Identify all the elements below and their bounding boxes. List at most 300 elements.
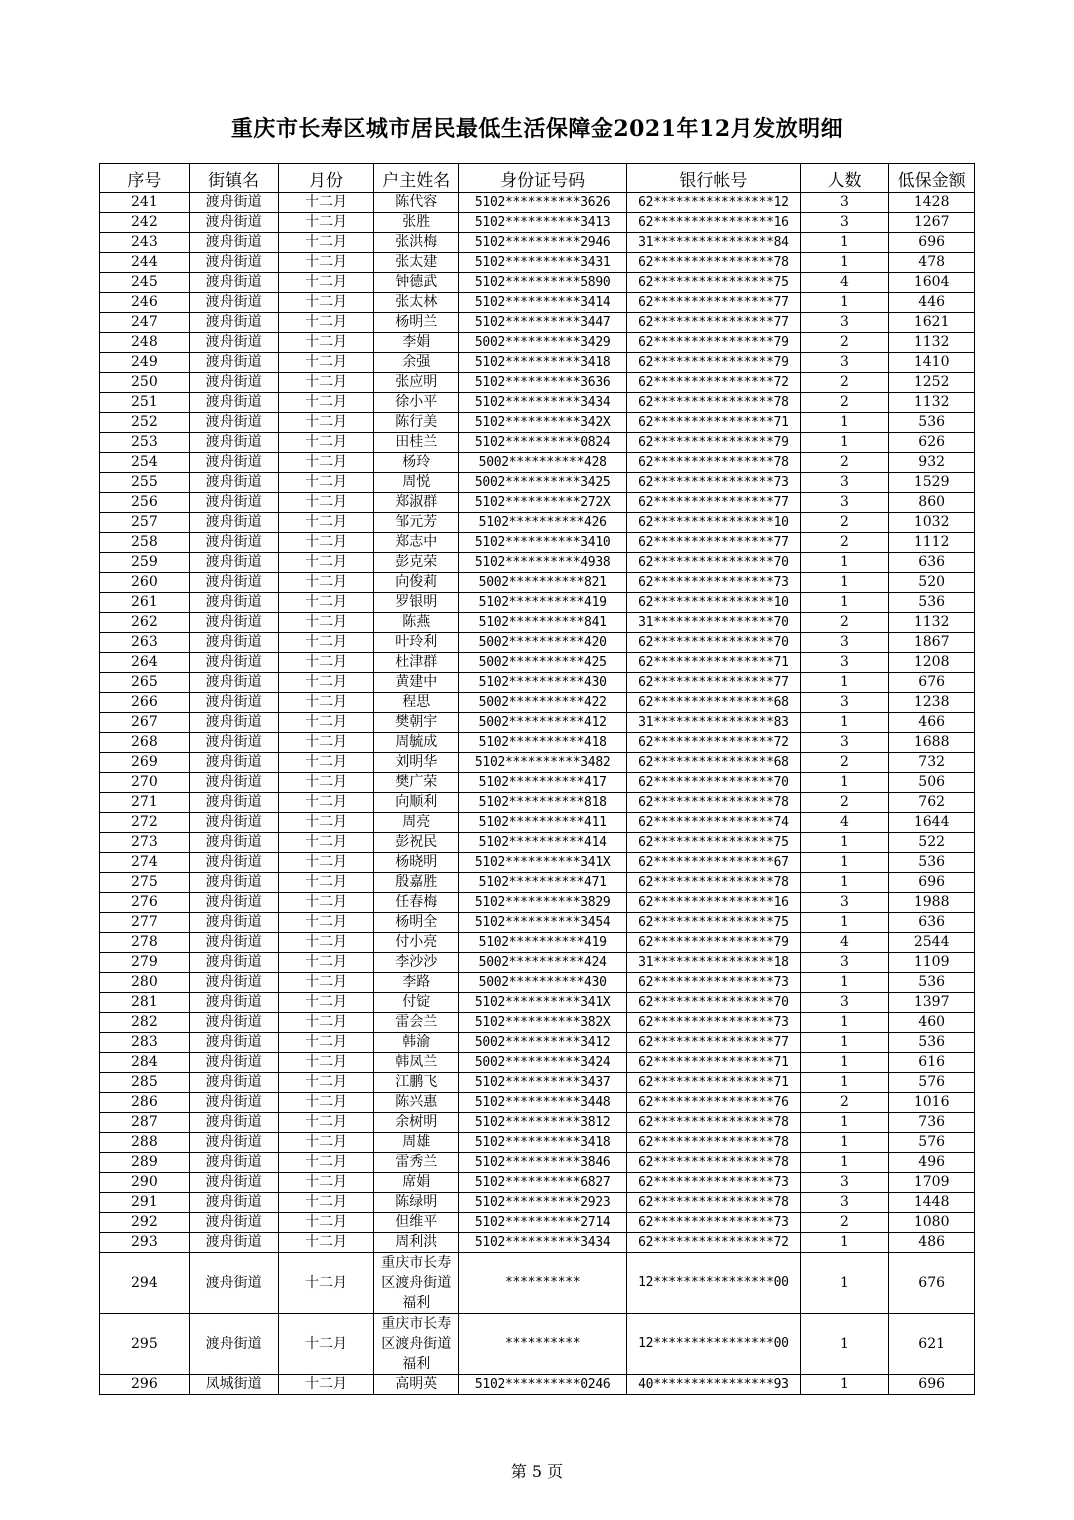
table-row <box>100 1033 975 1053</box>
cell-people: 3 <box>800 693 889 713</box>
cell-id-number: 5102**********6827 <box>459 1173 627 1193</box>
table-row <box>100 193 975 213</box>
cell-bank-account: 62****************78 <box>627 453 800 473</box>
table-row <box>100 1233 975 1253</box>
table-row <box>100 453 975 473</box>
cell-householder: 雷秀兰 <box>374 1153 459 1173</box>
cell-householder: 任春梅 <box>374 893 459 913</box>
cell-people: 1 <box>800 873 889 893</box>
cell-street: 渡舟街道 <box>189 1213 278 1233</box>
cell-bank-account: 62****************77 <box>627 293 800 313</box>
cell-index: 253 <box>100 433 190 453</box>
table-row <box>100 733 975 753</box>
cell-index: 255 <box>100 473 190 493</box>
cell-householder: 殷嘉胜 <box>374 873 459 893</box>
cell-id-number: 5102**********3454 <box>459 913 627 933</box>
cell-month: 十二月 <box>278 313 374 333</box>
cell-street: 渡舟街道 <box>189 1193 278 1213</box>
cell-id-number: 5102**********4938 <box>459 553 627 573</box>
cell-month: 十二月 <box>278 953 374 973</box>
cell-bank-account: 62****************70 <box>627 773 800 793</box>
cell-people: 2 <box>800 1093 889 1113</box>
cell-householder: 杨明兰 <box>374 313 459 333</box>
table-row <box>100 493 975 513</box>
cell-month: 十二月 <box>278 853 374 873</box>
table-row <box>100 1314 975 1375</box>
cell-householder: 李路 <box>374 973 459 993</box>
table-row <box>100 1133 975 1153</box>
cell-street: 渡舟街道 <box>189 933 278 953</box>
cell-bank-account: 62****************75 <box>627 913 800 933</box>
cell-bank-account: 62****************78 <box>627 1153 800 1173</box>
cell-people: 2 <box>800 453 889 473</box>
cell-index: 288 <box>100 1133 190 1153</box>
cell-month: 十二月 <box>278 233 374 253</box>
cell-bank-account: 62****************71 <box>627 413 800 433</box>
cell-street: 渡舟街道 <box>189 833 278 853</box>
cell-month: 十二月 <box>278 913 374 933</box>
cell-amount: 536 <box>889 853 975 873</box>
cell-amount: 522 <box>889 833 975 853</box>
cell-month: 十二月 <box>278 933 374 953</box>
cell-street: 渡舟街道 <box>189 533 278 553</box>
table-row <box>100 433 975 453</box>
cell-householder: 李沙沙 <box>374 953 459 973</box>
cell-bank-account: 62****************73 <box>627 473 800 493</box>
table-row <box>100 793 975 813</box>
cell-street: 渡舟街道 <box>189 573 278 593</box>
cell-people: 4 <box>800 273 889 293</box>
cell-id-number: 5102**********430 <box>459 673 627 693</box>
cell-id-number: 5102**********0246 <box>459 1375 627 1395</box>
cell-bank-account: 62****************71 <box>627 653 800 673</box>
table-row <box>100 673 975 693</box>
cell-month: 十二月 <box>278 1233 374 1253</box>
cell-householder: 黄建中 <box>374 673 459 693</box>
cell-amount: 616 <box>889 1053 975 1073</box>
table-row <box>100 1193 975 1213</box>
cell-street: 渡舟街道 <box>189 233 278 253</box>
header-householder: 户主姓名 <box>374 164 459 193</box>
cell-id-number: 5102**********3418 <box>459 353 627 373</box>
cell-bank-account: 62****************77 <box>627 313 800 333</box>
cell-id-number: 5102**********3410 <box>459 533 627 553</box>
cell-bank-account: 62****************67 <box>627 853 800 873</box>
cell-amount: 676 <box>889 1253 975 1314</box>
table-row <box>100 1213 975 1233</box>
document-title: 重庆市长寿区城市居民最低生活保障金2021年12月发放明细 <box>230 116 844 142</box>
cell-amount: 576 <box>889 1073 975 1093</box>
cell-index: 287 <box>100 1113 190 1133</box>
cell-month: 十二月 <box>278 773 374 793</box>
cell-id-number: 5102**********471 <box>459 873 627 893</box>
cell-index: 291 <box>100 1193 190 1213</box>
cell-month: 十二月 <box>278 973 374 993</box>
cell-bank-account: 62****************68 <box>627 753 800 773</box>
cell-householder: 席娟 <box>374 1173 459 1193</box>
cell-street: 渡舟街道 <box>189 1053 278 1073</box>
cell-people: 3 <box>800 193 889 213</box>
header-people: 人数 <box>800 164 889 193</box>
cell-id-number: 5102**********3812 <box>459 1113 627 1133</box>
cell-bank-account: 62****************77 <box>627 493 800 513</box>
cell-street: 渡舟街道 <box>189 513 278 533</box>
header-month: 月份 <box>278 164 374 193</box>
cell-bank-account: 62****************74 <box>627 813 800 833</box>
table-row <box>100 813 975 833</box>
cell-street: 渡舟街道 <box>189 1233 278 1253</box>
cell-amount: 446 <box>889 293 975 313</box>
cell-bank-account: 62****************73 <box>627 1173 800 1193</box>
cell-bank-account: 62****************78 <box>627 1193 800 1213</box>
cell-month: 十二月 <box>278 1173 374 1193</box>
cell-id-number: 5002**********420 <box>459 633 627 653</box>
cell-month: 十二月 <box>278 633 374 653</box>
cell-bank-account: 62****************12 <box>627 193 800 213</box>
cell-people: 3 <box>800 493 889 513</box>
cell-index: 268 <box>100 733 190 753</box>
cell-street: 渡舟街道 <box>189 693 278 713</box>
cell-id-number: 5102**********3418 <box>459 1133 627 1153</box>
cell-people: 1 <box>800 1153 889 1173</box>
cell-index: 248 <box>100 333 190 353</box>
cell-amount: 1428 <box>889 193 975 213</box>
cell-householder: 高明英 <box>374 1375 459 1395</box>
cell-id-number: 5102**********3447 <box>459 313 627 333</box>
cell-amount: 621 <box>889 1314 975 1375</box>
cell-amount: 1132 <box>889 613 975 633</box>
cell-householder: 彭祝民 <box>374 833 459 853</box>
cell-id-number: 5102**********3626 <box>459 193 627 213</box>
cell-month: 十二月 <box>278 1053 374 1073</box>
cell-people: 1 <box>800 1053 889 1073</box>
cell-street: 凤城街道 <box>189 1375 278 1395</box>
cell-street: 渡舟街道 <box>189 913 278 933</box>
cell-people: 3 <box>800 1173 889 1193</box>
cell-id-number: ********** <box>459 1314 627 1375</box>
header-id-number: 身份证号码 <box>459 164 627 193</box>
cell-householder: 韩渝 <box>374 1033 459 1053</box>
cell-street: 渡舟街道 <box>189 953 278 973</box>
cell-people: 2 <box>800 533 889 553</box>
cell-id-number: 5102**********2923 <box>459 1193 627 1213</box>
cell-amount: 536 <box>889 1033 975 1053</box>
cell-id-number: 5102**********426 <box>459 513 627 533</box>
cell-street: 渡舟街道 <box>189 493 278 513</box>
cell-bank-account: 12****************00 <box>627 1253 800 1314</box>
cell-month: 十二月 <box>278 493 374 513</box>
cell-amount: 576 <box>889 1133 975 1153</box>
table-row <box>100 833 975 853</box>
cell-householder: 郑淑群 <box>374 493 459 513</box>
cell-index: 260 <box>100 573 190 593</box>
cell-index: 257 <box>100 513 190 533</box>
cell-id-number: 5102**********841 <box>459 613 627 633</box>
cell-street: 渡舟街道 <box>189 773 278 793</box>
cell-householder: 刘明华 <box>374 753 459 773</box>
cell-id-number: 5102**********417 <box>459 773 627 793</box>
cell-bank-account: 62****************71 <box>627 1073 800 1093</box>
cell-index: 293 <box>100 1233 190 1253</box>
table-body <box>100 193 975 1395</box>
cell-people: 1 <box>800 1375 889 1395</box>
cell-householder: 陈兴惠 <box>374 1093 459 1113</box>
cell-id-number: 5102**********3482 <box>459 753 627 773</box>
cell-householder: 余树明 <box>374 1113 459 1133</box>
cell-people: 1 <box>800 1073 889 1093</box>
cell-people: 2 <box>800 613 889 633</box>
cell-id-number: 5102**********3413 <box>459 213 627 233</box>
table-row <box>100 1053 975 1073</box>
cell-index: 283 <box>100 1033 190 1053</box>
table-row <box>100 593 975 613</box>
cell-id-number: 5002**********430 <box>459 973 627 993</box>
cell-bank-account: 62****************78 <box>627 1133 800 1153</box>
table-row <box>100 333 975 353</box>
cell-bank-account: 62****************68 <box>627 693 800 713</box>
cell-index: 250 <box>100 373 190 393</box>
cell-month: 十二月 <box>278 473 374 493</box>
cell-bank-account: 62****************73 <box>627 1213 800 1233</box>
cell-id-number: 5102**********419 <box>459 593 627 613</box>
cell-bank-account: 62****************16 <box>627 893 800 913</box>
cell-index: 289 <box>100 1153 190 1173</box>
cell-people: 2 <box>800 393 889 413</box>
cell-index: 245 <box>100 273 190 293</box>
cell-amount: 1448 <box>889 1193 975 1213</box>
cell-month: 十二月 <box>278 413 374 433</box>
table-header-row <box>100 164 975 193</box>
cell-bank-account: 62****************79 <box>627 353 800 373</box>
cell-householder: 向俊莉 <box>374 573 459 593</box>
cell-id-number: 5002**********428 <box>459 453 627 473</box>
cell-index: 280 <box>100 973 190 993</box>
cell-index: 272 <box>100 813 190 833</box>
cell-street: 渡舟街道 <box>189 313 278 333</box>
table-row <box>100 573 975 593</box>
cell-index: 290 <box>100 1173 190 1193</box>
cell-id-number: 5002**********3425 <box>459 473 627 493</box>
cell-amount: 1109 <box>889 953 975 973</box>
table-row <box>100 413 975 433</box>
cell-index: 266 <box>100 693 190 713</box>
cell-amount: 636 <box>889 913 975 933</box>
cell-amount: 496 <box>889 1153 975 1173</box>
cell-amount: 1238 <box>889 693 975 713</box>
cell-bank-account: 12****************00 <box>627 1314 800 1375</box>
cell-index: 270 <box>100 773 190 793</box>
cell-bank-account: 62****************78 <box>627 393 800 413</box>
cell-amount: 736 <box>889 1113 975 1133</box>
header-bank-account: 银行帐号 <box>627 164 800 193</box>
cell-bank-account: 62****************73 <box>627 1013 800 1033</box>
cell-index: 294 <box>100 1253 190 1314</box>
cell-amount: 1032 <box>889 513 975 533</box>
cell-month: 十二月 <box>278 333 374 353</box>
cell-people: 1 <box>800 293 889 313</box>
cell-index: 252 <box>100 413 190 433</box>
cell-street: 渡舟街道 <box>189 253 278 273</box>
cell-street: 渡舟街道 <box>189 1133 278 1153</box>
cell-amount: 1604 <box>889 273 975 293</box>
table-row <box>100 1013 975 1033</box>
cell-index: 296 <box>100 1375 190 1395</box>
cell-month: 十二月 <box>278 793 374 813</box>
cell-id-number: 5102**********3414 <box>459 293 627 313</box>
cell-amount: 1397 <box>889 993 975 1013</box>
cell-householder: 杨明全 <box>374 913 459 933</box>
cell-index: 264 <box>100 653 190 673</box>
cell-index: 254 <box>100 453 190 473</box>
cell-index: 247 <box>100 313 190 333</box>
cell-people: 3 <box>800 1193 889 1213</box>
cell-index: 281 <box>100 993 190 1013</box>
cell-street: 渡舟街道 <box>189 1253 278 1314</box>
cell-householder: 郑志中 <box>374 533 459 553</box>
cell-id-number: 5102**********0824 <box>459 433 627 453</box>
cell-month: 十二月 <box>278 1073 374 1093</box>
cell-index: 259 <box>100 553 190 573</box>
cell-householder: 杨晓明 <box>374 853 459 873</box>
cell-month: 十二月 <box>278 733 374 753</box>
cell-id-number: 5102**********419 <box>459 933 627 953</box>
cell-householder: 付锭 <box>374 993 459 1013</box>
cell-householder: 周毓成 <box>374 733 459 753</box>
cell-id-number: 5102**********2714 <box>459 1213 627 1233</box>
table-row <box>100 853 975 873</box>
cell-id-number: 5002**********3429 <box>459 333 627 353</box>
cell-id-number: 5102**********3829 <box>459 893 627 913</box>
cell-people: 1 <box>800 553 889 573</box>
cell-month: 十二月 <box>278 833 374 853</box>
cell-bank-account: 40****************93 <box>627 1375 800 1395</box>
cell-amount: 636 <box>889 553 975 573</box>
cell-bank-account: 62****************78 <box>627 873 800 893</box>
cell-month: 十二月 <box>278 373 374 393</box>
cell-people: 1 <box>800 1233 889 1253</box>
cell-householder: 张胜 <box>374 213 459 233</box>
cell-street: 渡舟街道 <box>189 1153 278 1173</box>
cell-id-number: 5102**********3434 <box>459 1233 627 1253</box>
cell-month: 十二月 <box>278 453 374 473</box>
cell-amount: 1688 <box>889 733 975 753</box>
cell-index: 274 <box>100 853 190 873</box>
cell-bank-account: 62****************78 <box>627 793 800 813</box>
cell-amount: 696 <box>889 873 975 893</box>
cell-id-number: 5102**********3431 <box>459 253 627 273</box>
cell-householder: 陈燕 <box>374 613 459 633</box>
cell-householder: 张太建 <box>374 253 459 273</box>
cell-month: 十二月 <box>278 1375 374 1395</box>
cell-id-number: 5102**********411 <box>459 813 627 833</box>
cell-bank-account: 62****************79 <box>627 433 800 453</box>
cell-householder: 彭克荣 <box>374 553 459 573</box>
cell-index: 275 <box>100 873 190 893</box>
cell-householder: 陈行美 <box>374 413 459 433</box>
cell-street: 渡舟街道 <box>189 433 278 453</box>
cell-index: 284 <box>100 1053 190 1073</box>
cell-householder: 重庆市长寿区渡舟街道福利 <box>374 1253 459 1314</box>
cell-amount: 536 <box>889 973 975 993</box>
cell-month: 十二月 <box>278 213 374 233</box>
cell-id-number: ********** <box>459 1253 627 1314</box>
cell-householder: 徐小平 <box>374 393 459 413</box>
cell-id-number: 5102**********341X <box>459 993 627 1013</box>
table-row <box>100 713 975 733</box>
cell-amount: 1132 <box>889 393 975 413</box>
cell-amount: 732 <box>889 753 975 773</box>
cell-people: 1 <box>800 1033 889 1053</box>
table-row <box>100 233 975 253</box>
cell-householder: 张洪梅 <box>374 233 459 253</box>
cell-householder: 罗银明 <box>374 593 459 613</box>
cell-index: 261 <box>100 593 190 613</box>
cell-people: 1 <box>800 1013 889 1033</box>
cell-id-number: 5102**********2946 <box>459 233 627 253</box>
cell-people: 3 <box>800 993 889 1013</box>
cell-index: 265 <box>100 673 190 693</box>
cell-amount: 1529 <box>889 473 975 493</box>
cell-index: 251 <box>100 393 190 413</box>
cell-householder: 张应明 <box>374 373 459 393</box>
cell-amount: 466 <box>889 713 975 733</box>
cell-people: 1 <box>800 593 889 613</box>
table-row <box>100 953 975 973</box>
cell-bank-account: 62****************76 <box>627 1093 800 1113</box>
cell-householder: 但维平 <box>374 1213 459 1233</box>
cell-bank-account: 31****************70 <box>627 613 800 633</box>
cell-householder: 付小亮 <box>374 933 459 953</box>
cell-index: 278 <box>100 933 190 953</box>
cell-index: 267 <box>100 713 190 733</box>
cell-street: 渡舟街道 <box>189 1314 278 1375</box>
cell-street: 渡舟街道 <box>189 733 278 753</box>
cell-month: 十二月 <box>278 873 374 893</box>
cell-month: 十二月 <box>278 813 374 833</box>
table-row <box>100 1073 975 1093</box>
cell-id-number: 5102**********418 <box>459 733 627 753</box>
cell-index: 243 <box>100 233 190 253</box>
cell-bank-account: 62****************70 <box>627 633 800 653</box>
cell-amount: 506 <box>889 773 975 793</box>
cell-householder: 韩凤兰 <box>374 1053 459 1073</box>
table-row <box>100 473 975 493</box>
cell-id-number: 5102**********414 <box>459 833 627 853</box>
cell-people: 3 <box>800 953 889 973</box>
cell-index: 249 <box>100 353 190 373</box>
table-row <box>100 1173 975 1193</box>
cell-index: 279 <box>100 953 190 973</box>
cell-month: 十二月 <box>278 673 374 693</box>
cell-month: 十二月 <box>278 1013 374 1033</box>
cell-householder: 雷会兰 <box>374 1013 459 1033</box>
cell-month: 十二月 <box>278 693 374 713</box>
cell-people: 1 <box>800 773 889 793</box>
cell-bank-account: 31****************83 <box>627 713 800 733</box>
cell-householder: 江鹏飞 <box>374 1073 459 1093</box>
cell-street: 渡舟街道 <box>189 1033 278 1053</box>
cell-people: 3 <box>800 733 889 753</box>
cell-people: 3 <box>800 653 889 673</box>
cell-street: 渡舟街道 <box>189 1093 278 1113</box>
cell-people: 1 <box>800 973 889 993</box>
cell-people: 1 <box>800 673 889 693</box>
table-row <box>100 913 975 933</box>
cell-householder: 周雄 <box>374 1133 459 1153</box>
cell-people: 1 <box>800 713 889 733</box>
cell-amount: 1016 <box>889 1093 975 1113</box>
cell-month: 十二月 <box>278 293 374 313</box>
